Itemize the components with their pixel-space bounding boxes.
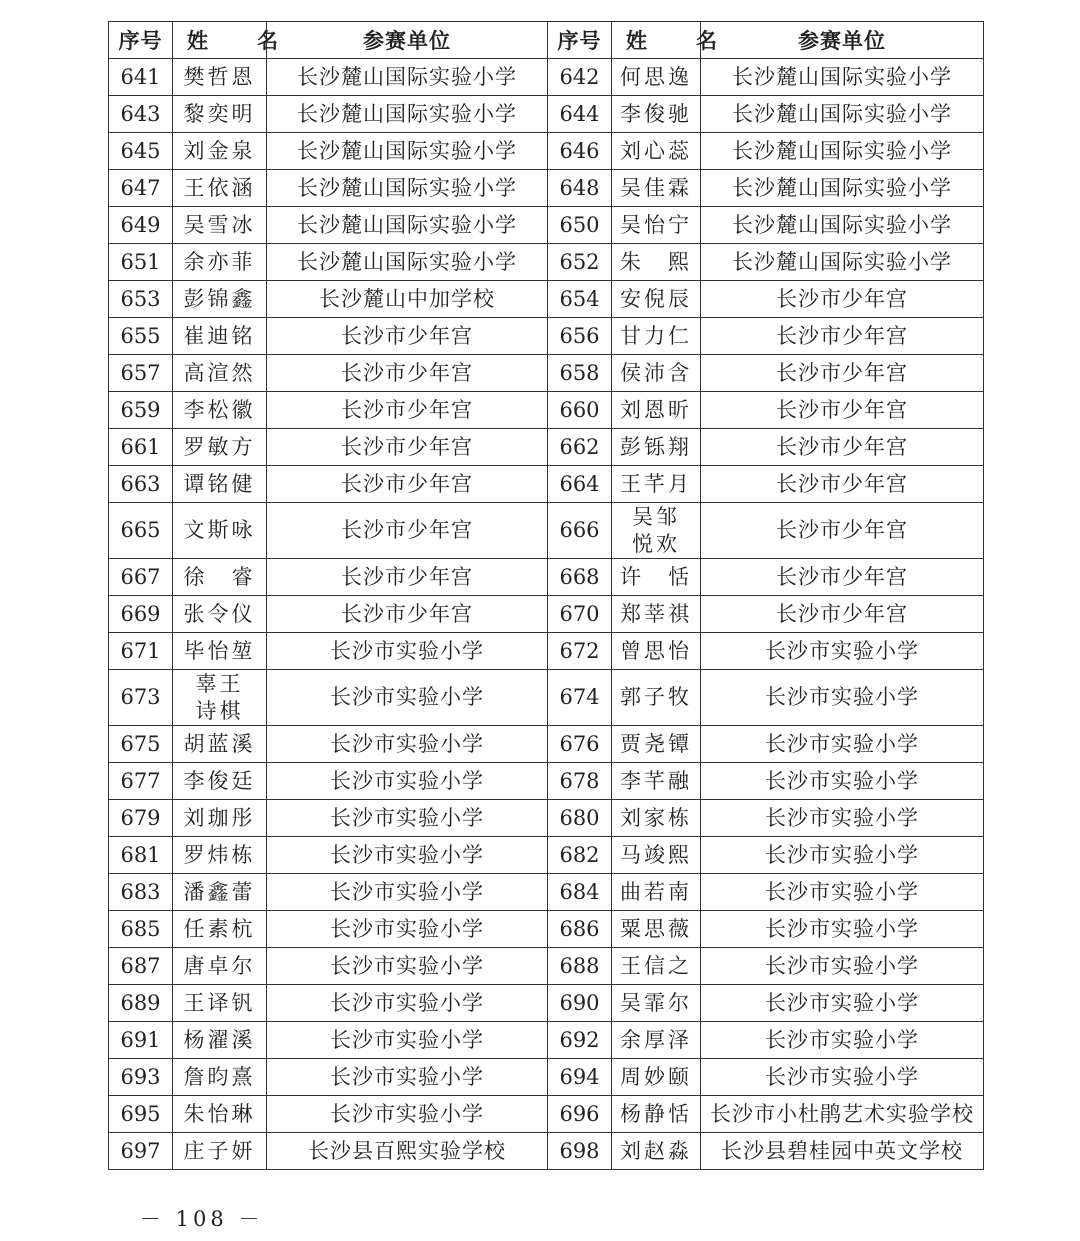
cell-unit-right: 长沙县碧桂园中英文学校 [701, 1133, 984, 1170]
cell-serial-left: 663 [109, 466, 173, 503]
header-name-right: 姓 名 [612, 22, 701, 59]
cell-serial-left: 679 [109, 800, 173, 837]
cell-name-left: 任素杭 [173, 911, 267, 948]
cell-serial-left: 681 [109, 837, 173, 874]
table-row [109, 596, 984, 633]
cell-unit-left: 长沙市少年宫 [267, 318, 548, 355]
cell-serial-left: 697 [109, 1133, 173, 1170]
cell-unit-right: 长沙麓山国际实验小学 [701, 207, 984, 244]
cell-unit-right: 长沙市实验小学 [701, 800, 984, 837]
cell-name-right: 郭子牧 [612, 670, 701, 726]
cell-unit-left: 长沙麓山国际实验小学 [267, 59, 548, 96]
cell-name-left: 杨濯溪 [173, 1022, 267, 1059]
cell-name-right: 马竣熙 [612, 837, 701, 874]
table-row [109, 244, 984, 281]
cell-name-left: 彭锦鑫 [173, 281, 267, 318]
cell-name-left: 李俊廷 [173, 763, 267, 800]
cell-name-right: 何思逸 [612, 59, 701, 96]
cell-serial-right: 678 [548, 763, 612, 800]
cell-name-right: 杨静恬 [612, 1096, 701, 1133]
table-row [109, 985, 984, 1022]
cell-serial-left: 655 [109, 318, 173, 355]
cell-unit-left: 长沙市少年宫 [267, 392, 548, 429]
cell-serial-right: 670 [548, 596, 612, 633]
cell-unit-left: 长沙麓山国际实验小学 [267, 96, 548, 133]
header-serial-right: 序号 [548, 22, 612, 59]
cell-serial-right: 652 [548, 244, 612, 281]
cell-name-left: 王依涵 [173, 170, 267, 207]
table-row [109, 503, 984, 559]
cell-serial-left: 683 [109, 874, 173, 911]
cell-name-right: 刘家栋 [612, 800, 701, 837]
cell-serial-left: 657 [109, 355, 173, 392]
cell-name-left: 朱怡琳 [173, 1096, 267, 1133]
cell-name-left: 潘鑫蕾 [173, 874, 267, 911]
cell-serial-left: 667 [109, 559, 173, 596]
cell-serial-right: 650 [548, 207, 612, 244]
table-row [109, 837, 984, 874]
cell-name-left: 张令仪 [173, 596, 267, 633]
cell-name-left: 徐 睿 [173, 559, 267, 596]
cell-unit-left: 长沙市实验小学 [267, 1059, 548, 1096]
cell-name-left: 刘金泉 [173, 133, 267, 170]
cell-name-right: 刘赵淼 [612, 1133, 701, 1170]
cell-name-right: 贾尧镡 [612, 726, 701, 763]
cell-serial-left: 645 [109, 133, 173, 170]
header-unit-right: 参赛单位 [701, 22, 984, 59]
cell-unit-left: 长沙麓山国际实验小学 [267, 133, 548, 170]
cell-name-right: 曾思怡 [612, 633, 701, 670]
cell-serial-right: 644 [548, 96, 612, 133]
cell-unit-right: 长沙市少年宫 [701, 559, 984, 596]
cell-name-left: 樊哲恩 [173, 59, 267, 96]
cell-name-right: 吴佳霖 [612, 170, 701, 207]
cell-unit-right: 长沙市实验小学 [701, 633, 984, 670]
cell-serial-left: 687 [109, 948, 173, 985]
table-row [109, 59, 984, 96]
cell-serial-right: 648 [548, 170, 612, 207]
cell-serial-left: 669 [109, 596, 173, 633]
cell-serial-left: 677 [109, 763, 173, 800]
cell-serial-right: 686 [548, 911, 612, 948]
cell-serial-right: 694 [548, 1059, 612, 1096]
cell-unit-left: 长沙市实验小学 [267, 763, 548, 800]
table-row [109, 133, 984, 170]
cell-name-left: 刘珈彤 [173, 800, 267, 837]
table-body [109, 59, 984, 1170]
cell-unit-right: 长沙麓山国际实验小学 [701, 244, 984, 281]
cell-unit-left: 长沙市实验小学 [267, 911, 548, 948]
cell-name-left: 高渲然 [173, 355, 267, 392]
table-row [109, 207, 984, 244]
cell-unit-right: 长沙市少年宫 [701, 466, 984, 503]
cell-unit-left: 长沙县百熙实验学校 [267, 1133, 548, 1170]
cell-name-left: 唐卓尔 [173, 948, 267, 985]
table-row [109, 355, 984, 392]
table-row [109, 429, 984, 466]
cell-unit-left: 长沙市实验小学 [267, 1022, 548, 1059]
cell-name-right: 余厚泽 [612, 1022, 701, 1059]
cell-name-right: 朱 熙 [612, 244, 701, 281]
cell-serial-right: 690 [548, 985, 612, 1022]
cell-unit-left: 长沙市实验小学 [267, 1096, 548, 1133]
header-serial-left: 序号 [109, 22, 173, 59]
table-row [109, 948, 984, 985]
cell-unit-left: 长沙市实验小学 [267, 800, 548, 837]
cell-serial-left: 675 [109, 726, 173, 763]
cell-unit-right: 长沙市少年宫 [701, 318, 984, 355]
cell-unit-left: 长沙市少年宫 [267, 503, 548, 559]
cell-name-right: 郑莘祺 [612, 596, 701, 633]
cell-name-right: 周妙颐 [612, 1059, 701, 1096]
cell-name-right: 刘心蕊 [612, 133, 701, 170]
cell-name-right: 侯沛含 [612, 355, 701, 392]
cell-unit-left: 长沙麓山国际实验小学 [267, 207, 548, 244]
table-row [109, 170, 984, 207]
cell-unit-right: 长沙市少年宫 [701, 596, 984, 633]
cell-serial-right: 676 [548, 726, 612, 763]
cell-unit-right: 长沙市实验小学 [701, 985, 984, 1022]
cell-serial-right: 696 [548, 1096, 612, 1133]
table-row [109, 670, 984, 726]
table-row [109, 726, 984, 763]
table-row [109, 1059, 984, 1096]
cell-name-right: 吴怡宁 [612, 207, 701, 244]
table-row [109, 1133, 984, 1170]
table-row [109, 1096, 984, 1133]
cell-unit-right: 长沙麓山国际实验小学 [701, 170, 984, 207]
cell-serial-right: 672 [548, 633, 612, 670]
cell-name-left: 辜王诗棋 [173, 670, 267, 726]
cell-serial-left: 673 [109, 670, 173, 726]
cell-name-left: 李松徽 [173, 392, 267, 429]
cell-serial-right: 682 [548, 837, 612, 874]
cell-unit-left: 长沙市实验小学 [267, 874, 548, 911]
cell-unit-right: 长沙麓山国际实验小学 [701, 133, 984, 170]
cell-name-left: 文斯咏 [173, 503, 267, 559]
cell-unit-left: 长沙市实验小学 [267, 670, 548, 726]
cell-serial-left: 691 [109, 1022, 173, 1059]
cell-serial-right: 646 [548, 133, 612, 170]
cell-unit-left: 长沙市实验小学 [267, 633, 548, 670]
cell-name-right: 李俊驰 [612, 96, 701, 133]
cell-unit-right: 长沙市实验小学 [701, 837, 984, 874]
table-row [109, 1022, 984, 1059]
cell-name-right: 甘力仁 [612, 318, 701, 355]
cell-unit-right: 长沙市实验小学 [701, 670, 984, 726]
cell-name-right: 吴霏尔 [612, 985, 701, 1022]
cell-unit-left: 长沙市实验小学 [267, 985, 548, 1022]
cell-name-left: 胡蓝溪 [173, 726, 267, 763]
cell-serial-right: 674 [548, 670, 612, 726]
cell-serial-right: 688 [548, 948, 612, 985]
cell-unit-left: 长沙麓山国际实验小学 [267, 244, 548, 281]
cell-name-left: 黎奕明 [173, 96, 267, 133]
cell-name-right: 曲若南 [612, 874, 701, 911]
cell-serial-left: 659 [109, 392, 173, 429]
cell-name-left: 崔迪铭 [173, 318, 267, 355]
table-row [109, 763, 984, 800]
cell-serial-right: 692 [548, 1022, 612, 1059]
cell-name-right: 李芊融 [612, 763, 701, 800]
cell-unit-left: 长沙市少年宫 [267, 596, 548, 633]
cell-name-left: 王译钒 [173, 985, 267, 1022]
table-row [109, 633, 984, 670]
cell-unit-right: 长沙市少年宫 [701, 429, 984, 466]
cell-name-left: 庄子妍 [173, 1133, 267, 1170]
cell-serial-right: 656 [548, 318, 612, 355]
cell-serial-right: 664 [548, 466, 612, 503]
cell-serial-left: 653 [109, 281, 173, 318]
cell-unit-right: 长沙市实验小学 [701, 911, 984, 948]
cell-unit-right: 长沙市少年宫 [701, 355, 984, 392]
cell-serial-left: 647 [109, 170, 173, 207]
table-row [109, 96, 984, 133]
cell-unit-left: 长沙市实验小学 [267, 948, 548, 985]
cell-unit-right: 长沙市实验小学 [701, 1022, 984, 1059]
cell-unit-right: 长沙市少年宫 [701, 281, 984, 318]
cell-serial-left: 665 [109, 503, 173, 559]
table-row [109, 281, 984, 318]
cell-unit-right: 长沙麓山国际实验小学 [701, 59, 984, 96]
cell-serial-right: 666 [548, 503, 612, 559]
page-number: － 108 － [140, 1207, 264, 1231]
cell-serial-left: 641 [109, 59, 173, 96]
cell-name-left: 余亦菲 [173, 244, 267, 281]
cell-serial-right: 658 [548, 355, 612, 392]
cell-unit-right: 长沙麓山国际实验小学 [701, 96, 984, 133]
cell-name-right: 王信之 [612, 948, 701, 985]
cell-name-right: 安倪辰 [612, 281, 701, 318]
cell-serial-left: 689 [109, 985, 173, 1022]
table-row [109, 466, 984, 503]
cell-name-left: 毕怡堃 [173, 633, 267, 670]
cell-serial-right: 654 [548, 281, 612, 318]
cell-serial-left: 693 [109, 1059, 173, 1096]
cell-serial-right: 642 [548, 59, 612, 96]
cell-serial-left: 695 [109, 1096, 173, 1133]
cell-name-right: 王芊月 [612, 466, 701, 503]
cell-name-right: 刘恩昕 [612, 392, 701, 429]
table-header-row [109, 22, 984, 59]
cell-serial-right: 668 [548, 559, 612, 596]
cell-serial-left: 661 [109, 429, 173, 466]
cell-unit-left: 长沙市实验小学 [267, 837, 548, 874]
cell-unit-right: 长沙市小杜鹃艺术实验学校 [701, 1096, 984, 1133]
cell-serial-left: 671 [109, 633, 173, 670]
table-row [109, 318, 984, 355]
cell-unit-right: 长沙市少年宫 [701, 392, 984, 429]
table-row [109, 800, 984, 837]
cell-serial-left: 651 [109, 244, 173, 281]
cell-serial-left: 685 [109, 911, 173, 948]
table-row [109, 911, 984, 948]
cell-serial-right: 698 [548, 1133, 612, 1170]
cell-unit-left: 长沙市少年宫 [267, 429, 548, 466]
cell-unit-left: 长沙市少年宫 [267, 559, 548, 596]
cell-serial-right: 660 [548, 392, 612, 429]
cell-serial-left: 649 [109, 207, 173, 244]
cell-unit-right: 长沙市实验小学 [701, 726, 984, 763]
cell-name-right: 粟思薇 [612, 911, 701, 948]
cell-name-left: 罗炜栋 [173, 837, 267, 874]
cell-name-left: 詹昀熹 [173, 1059, 267, 1096]
cell-unit-left: 长沙市少年宫 [267, 355, 548, 392]
cell-unit-right: 长沙市实验小学 [701, 874, 984, 911]
cell-serial-left: 643 [109, 96, 173, 133]
cell-unit-left: 长沙市实验小学 [267, 726, 548, 763]
header-name-left: 姓 名 [173, 22, 267, 59]
cell-unit-right: 长沙市实验小学 [701, 948, 984, 985]
cell-name-right: 许 恬 [612, 559, 701, 596]
cell-serial-right: 680 [548, 800, 612, 837]
cell-unit-right: 长沙市实验小学 [701, 763, 984, 800]
table-row [109, 559, 984, 596]
cell-name-right: 彭铄翔 [612, 429, 701, 466]
cell-serial-right: 662 [548, 429, 612, 466]
cell-name-left: 罗敏方 [173, 429, 267, 466]
cell-name-left: 吴雪冰 [173, 207, 267, 244]
cell-name-right: 吴邹悦欢 [612, 503, 701, 559]
table-row [109, 392, 984, 429]
table-row [109, 874, 984, 911]
cell-unit-left: 长沙市少年宫 [267, 466, 548, 503]
cell-name-left: 谭铭健 [173, 466, 267, 503]
cell-unit-left: 长沙麓山国际实验小学 [267, 170, 548, 207]
cell-serial-right: 684 [548, 874, 612, 911]
cell-unit-right: 长沙市实验小学 [701, 1059, 984, 1096]
participant-table [108, 21, 984, 1170]
cell-unit-left: 长沙麓山中加学校 [267, 281, 548, 318]
cell-unit-right: 长沙市少年宫 [701, 503, 984, 559]
header-unit-left: 参赛单位 [267, 22, 548, 59]
